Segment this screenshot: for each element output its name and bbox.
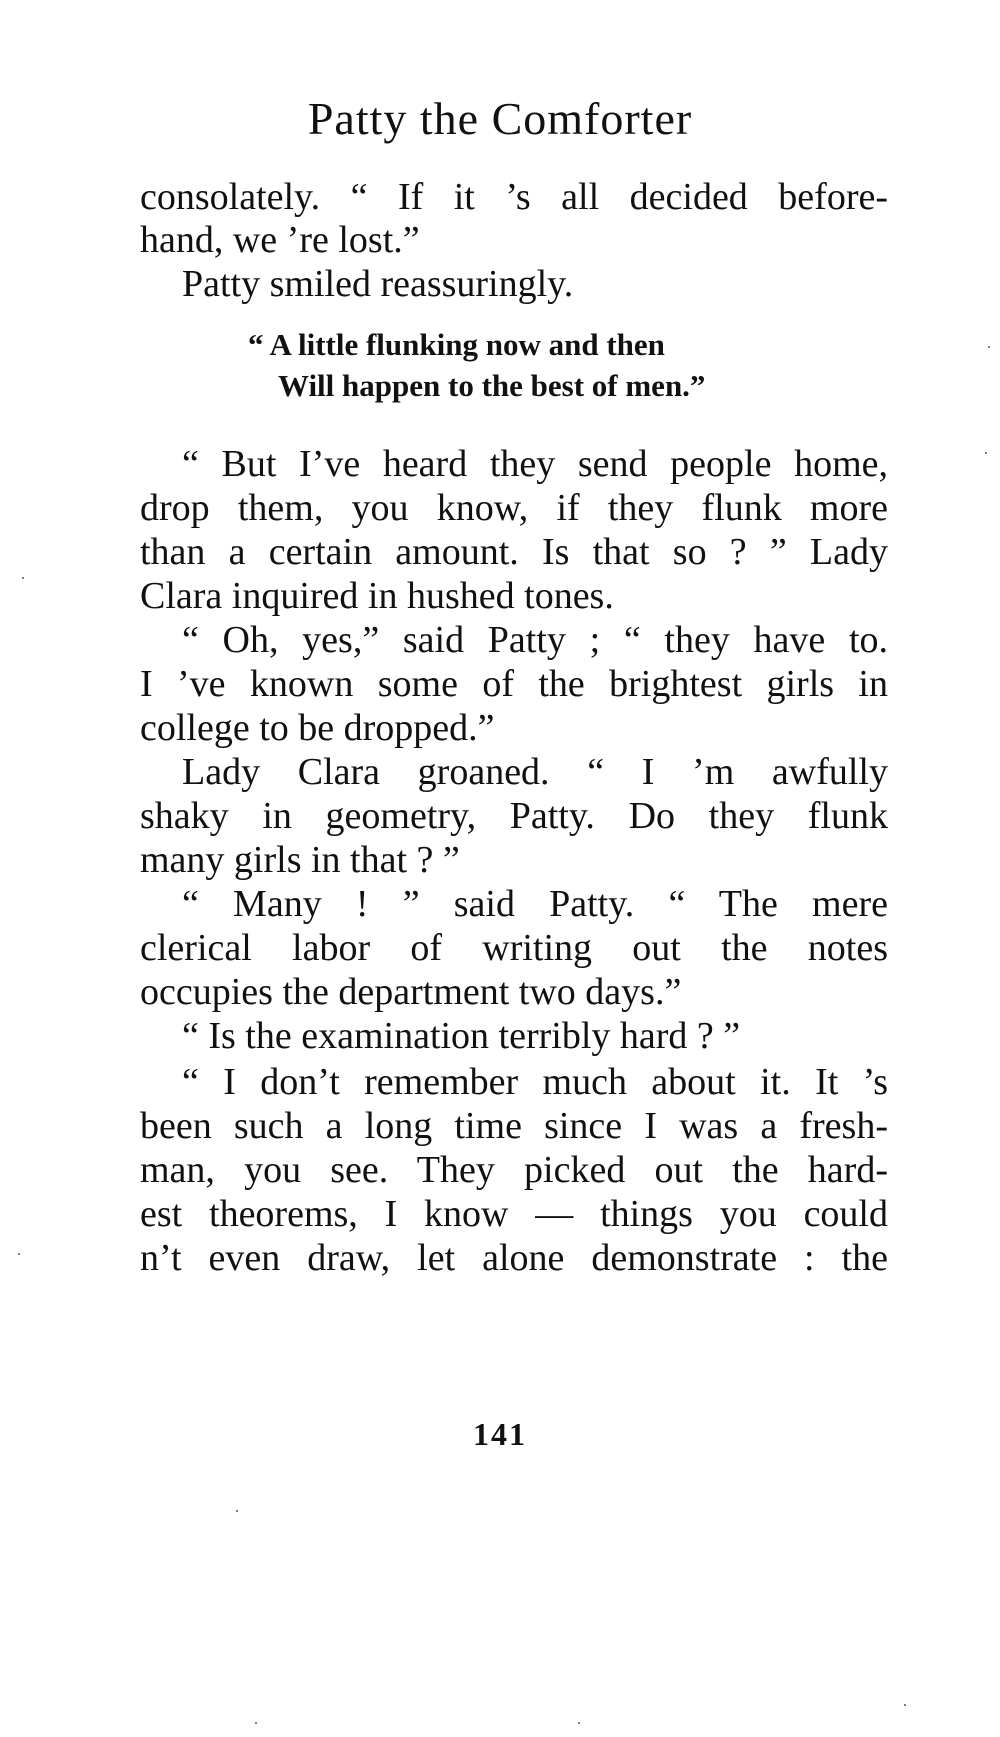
text-line: than a certain amount. Is that so ? ” Lady <box>140 531 888 573</box>
text-line: “ Oh, yes,” said Patty ; “ they have to. <box>182 619 888 661</box>
scan-speck <box>904 1704 906 1706</box>
text-line: college to be dropped.” <box>140 707 495 749</box>
text-line: occupies the department two days.” <box>140 971 682 1013</box>
running-head: Patty the Comforter <box>307 93 693 144</box>
verse-line: “ A little flunking now and then <box>248 327 665 362</box>
scan-speck <box>236 1510 238 1512</box>
verse-line: Will happen to the best of men.” <box>278 368 706 403</box>
text-line: many girls in that ? ” <box>140 839 460 881</box>
text-line: drop them, you know, if they flunk more <box>140 487 888 529</box>
text-line: Clara inquired in hushed tones. <box>140 575 614 617</box>
text-line: est theorems, I know — things you could <box>140 1193 888 1235</box>
text-line: “ I don’t remember much about it. It ’s <box>182 1061 888 1103</box>
scan-speck <box>578 1722 580 1724</box>
text-line: “ Is the examination terribly hard ? ” <box>182 1015 741 1057</box>
text-line: clerical labor of writing out the notes <box>140 927 888 969</box>
scan-speck <box>22 577 24 579</box>
text-line: consolately. “ If it ’s all decided before- <box>140 176 888 218</box>
text-line: I ’ve known some of the brightest girls in <box>140 663 888 705</box>
scan-speck <box>255 1722 257 1724</box>
scan-speck <box>18 1253 20 1255</box>
text-line: been such a long time since I was a fresh- <box>140 1105 888 1147</box>
text-line: hand, we ’re lost.” <box>140 219 420 261</box>
text-line: “ But I’ve heard they send people home, <box>182 443 888 485</box>
text-line: shaky in geometry, Patty. Do they flunk <box>140 795 888 837</box>
text-line: “ Many ! ” said Patty. “ The mere <box>182 883 888 925</box>
text-line: Patty smiled reassuringly. <box>182 263 574 305</box>
scan-speck <box>985 452 987 454</box>
text-line: n’t even draw, let alone demonstrate : the <box>140 1237 888 1279</box>
text-line: Lady Clara groaned. “ I ’m awfully <box>182 751 888 793</box>
page-number: 141 <box>473 1416 527 1452</box>
text-line: man, you see. They picked out the hard- <box>140 1149 888 1191</box>
scan-speck <box>988 346 990 348</box>
